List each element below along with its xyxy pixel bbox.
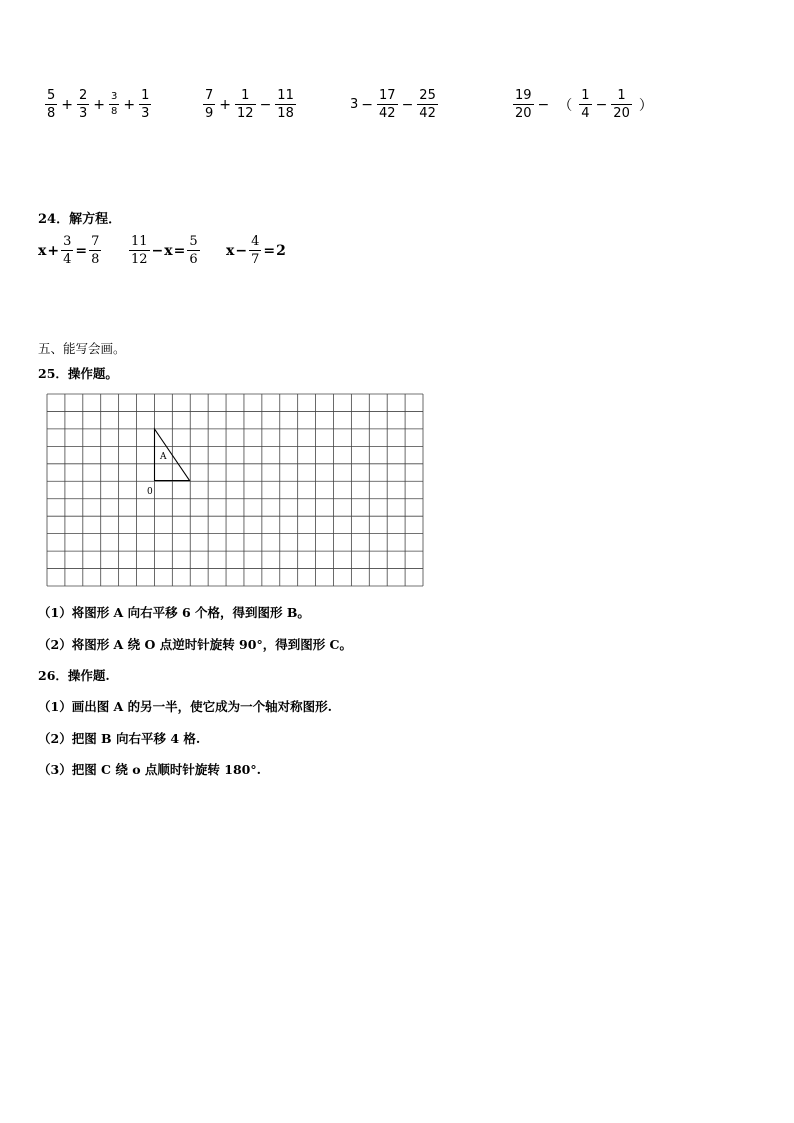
q25-item-1: （1）将图形 A 向右平移 6 个格，得到图形 B。 [38, 605, 310, 620]
parenthesis: （ [558, 97, 573, 114]
grid-lines [47, 394, 423, 586]
operator: = [75, 242, 88, 259]
fraction [513, 89, 534, 120]
q24-equation-3 [226, 235, 286, 266]
numerator: 1 [617, 88, 626, 103]
term: 2 [276, 242, 286, 259]
denominator: 4 [581, 106, 590, 121]
fraction [45, 89, 57, 120]
operator: − [151, 242, 164, 259]
denominator: 20 [515, 106, 532, 121]
denominator: 42 [379, 106, 396, 121]
denominator: 8 [111, 106, 118, 117]
section-5-title: 五、能写会画。 [38, 341, 126, 356]
numerator: 17 [379, 88, 396, 103]
operator: + [93, 96, 106, 113]
operator: − [401, 96, 414, 113]
denominator: 3 [141, 106, 150, 121]
numerator: 1 [241, 88, 250, 103]
term: x [164, 242, 173, 259]
operator: = [263, 242, 276, 259]
q26-item-3: （3）把图 C 绕 o 点顺时针旋转 180°. [38, 762, 261, 777]
denominator: 18 [277, 106, 294, 121]
q26-item-1: （1）画出图 A 的另一半，使它成为一个轴对称图形. [38, 699, 332, 714]
numerator: 2 [79, 88, 88, 103]
fraction [187, 235, 199, 266]
denominator: 9 [205, 106, 214, 121]
fraction [109, 92, 119, 117]
numerator: 19 [515, 88, 532, 103]
origin-label: 0 [147, 487, 153, 497]
operator: − [595, 96, 608, 113]
term: x [226, 242, 235, 259]
term: 3 [350, 97, 359, 112]
operator: = [173, 242, 186, 259]
denominator: 3 [79, 106, 88, 121]
numerator: 7 [205, 88, 214, 103]
denominator: 20 [613, 106, 630, 121]
denominator: 8 [91, 252, 100, 267]
numerator: 5 [189, 234, 198, 249]
shape-a-label: A [160, 452, 167, 462]
denominator: 7 [251, 252, 260, 267]
q26-item-2: （2）把图 B 向右平移 4 格. [38, 731, 201, 746]
operator: − [259, 96, 272, 113]
operator: + [61, 96, 74, 113]
fraction [417, 89, 438, 120]
numerator: 25 [419, 88, 436, 103]
q24-equation-1 [38, 235, 102, 266]
fraction [249, 235, 261, 266]
q26-title: 26．操作题. [38, 668, 110, 683]
operator: + [123, 96, 136, 113]
numerator: 1 [581, 88, 590, 103]
numerator: 11 [277, 88, 294, 103]
fraction [61, 235, 73, 266]
denominator: 6 [189, 252, 198, 267]
calc-expression-4 [512, 89, 659, 120]
operator: − [361, 96, 374, 113]
fraction [579, 89, 591, 120]
numerator: 5 [47, 88, 56, 103]
q24-title: 24．解方程． [38, 212, 122, 227]
fraction [611, 89, 632, 120]
operator: + [47, 242, 60, 259]
denominator: 8 [47, 106, 56, 121]
denominator: 4 [63, 252, 72, 267]
numerator: 1 [141, 88, 150, 103]
q25-item-2: （2）将图形 A 绕 O 点逆时针旋转 90°，得到图形 C。 [38, 637, 352, 652]
calc-expression-1 [44, 89, 152, 120]
q24-equation-2 [128, 235, 201, 266]
numerator: 3 [111, 91, 118, 102]
calc-expression-2 [202, 89, 297, 120]
fraction [235, 89, 256, 120]
term: x [38, 242, 47, 259]
q25-title: 25．操作题。 [38, 366, 118, 381]
fraction [377, 89, 398, 120]
numerator: 3 [63, 234, 72, 249]
numerator: 4 [251, 234, 260, 249]
operator: − [235, 242, 248, 259]
operator: + [219, 96, 232, 113]
fraction [275, 89, 296, 120]
fraction [129, 235, 150, 266]
denominator: 42 [419, 106, 436, 121]
fraction [89, 235, 101, 266]
numerator: 7 [91, 234, 100, 249]
parenthesis: ） [638, 97, 653, 114]
denominator: 12 [131, 252, 148, 267]
operator: − [537, 96, 550, 113]
denominator: 12 [237, 106, 254, 121]
fraction [203, 89, 215, 120]
numerator: 11 [131, 234, 148, 249]
fraction [77, 89, 89, 120]
fraction [139, 89, 151, 120]
q25-grid-figure [46, 393, 424, 587]
calc-expression-3 [350, 89, 439, 120]
